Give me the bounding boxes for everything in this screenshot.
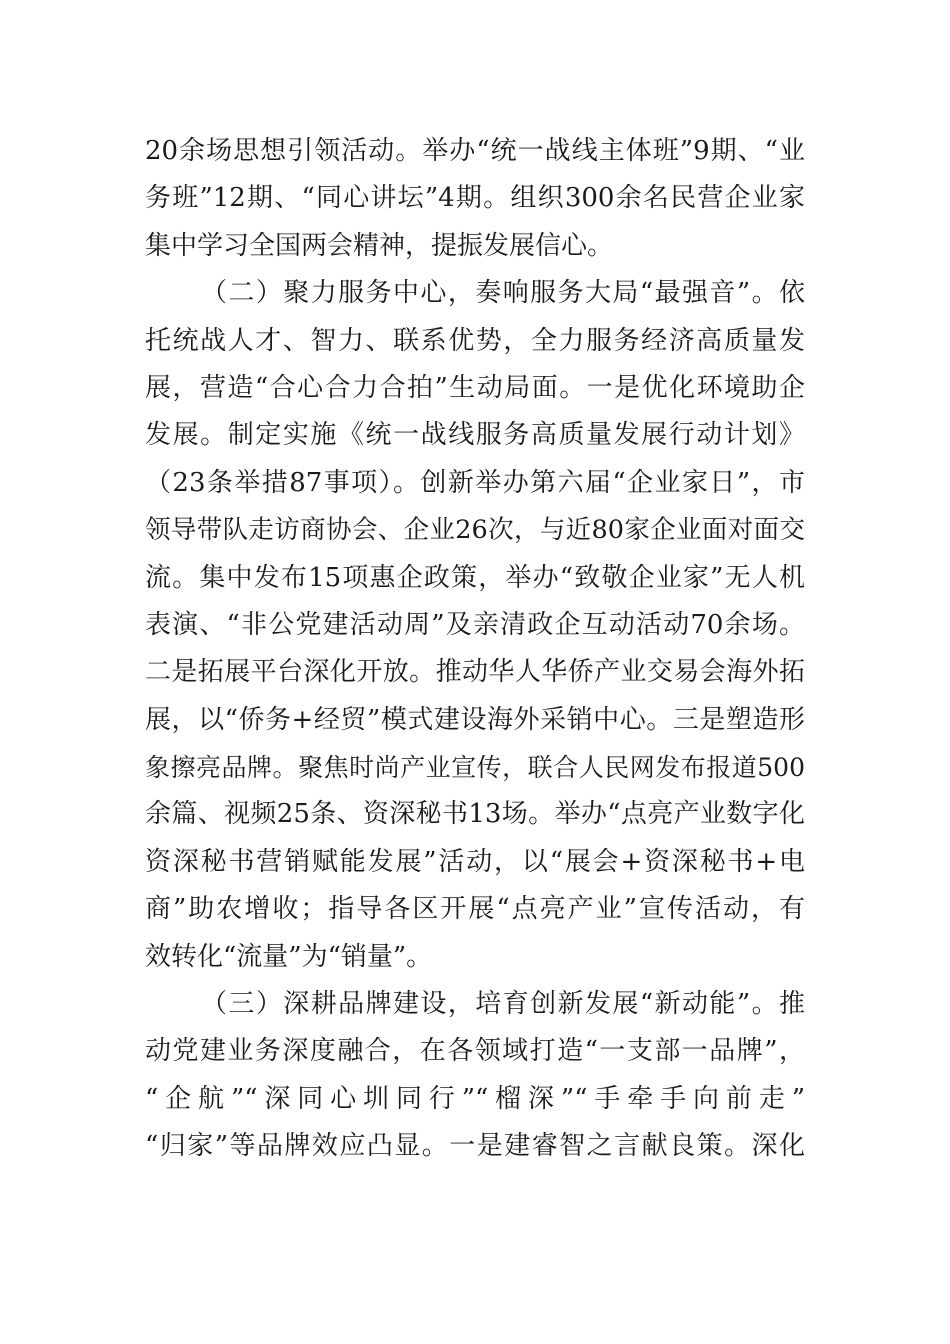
- text-line: 二是拓展平台深化开放。推动华人华侨产业交易会海外拓: [145, 657, 805, 688]
- text-line: 效转化“流量”为“销量”。: [145, 941, 433, 972]
- text-line: 展，以“侨务+经贸”模式建设海外采销中心。三是塑造形: [145, 704, 805, 735]
- text-line: 流。集中发布15项惠企政策，举办“致敬企业家”无人机: [145, 562, 805, 593]
- text-line: 展，营造“合心合力合拍”生动局面。一是优化环境助企: [145, 372, 805, 403]
- text-line: 20余场思想引领活动。举办“统一战线主体班”9期、“业: [145, 136, 805, 166]
- text-line: “企航”“深同心圳同行”“榴深”“手牵手向前走”: [145, 1083, 805, 1114]
- text-line: “归家”等品牌效应凸显。一是建睿智之言献良策。深化: [145, 1131, 805, 1162]
- text-line: 务班”12期、“同心讲坛”4期。组织300余名民营企业家: [145, 183, 805, 214]
- text-line: 表演、“非公党建活动周”及亲清政企互动活动70余场。: [145, 609, 805, 640]
- text-line: 余篇、视频25条、资深秘书13场。举办“点亮产业数字化: [145, 799, 805, 830]
- text-line: 领导带队走访商协会、企业26次，与近80家企业面对面交: [145, 515, 805, 546]
- text-line: （二）聚力服务中心，奏响服务大局“最强音”。依: [201, 278, 805, 309]
- text-line: 象擦亮品牌。聚焦时尚产业宣传，联合人民网发布报道500: [145, 753, 805, 783]
- text-line: （三）深耕品牌建设，培育创新发展“新动能”。推: [201, 989, 805, 1020]
- body-text: [145, 128, 805, 1171]
- text-line: （23条举措87事项）。创新举办第六届“企业家日”，市: [145, 467, 805, 498]
- text-line: 发展。制定实施《统一战线服务高质量发展行动计划》: [145, 420, 805, 451]
- text-line: 资深秘书营销赋能发展”活动，以“展会+资深秘书+电: [145, 846, 805, 877]
- text-line: 动党建业务深度融合，在各领域打造“一支部一品牌”，: [145, 1036, 805, 1067]
- text-line: 托统战人才、智力、联系优势，全力服务经济高质量发: [145, 325, 805, 356]
- text-line: 商”助农增收；指导各区开展“点亮产业”宣传活动，有: [145, 894, 805, 925]
- text-line: 集中学习全国两会精神，提振发展信心。: [145, 230, 614, 261]
